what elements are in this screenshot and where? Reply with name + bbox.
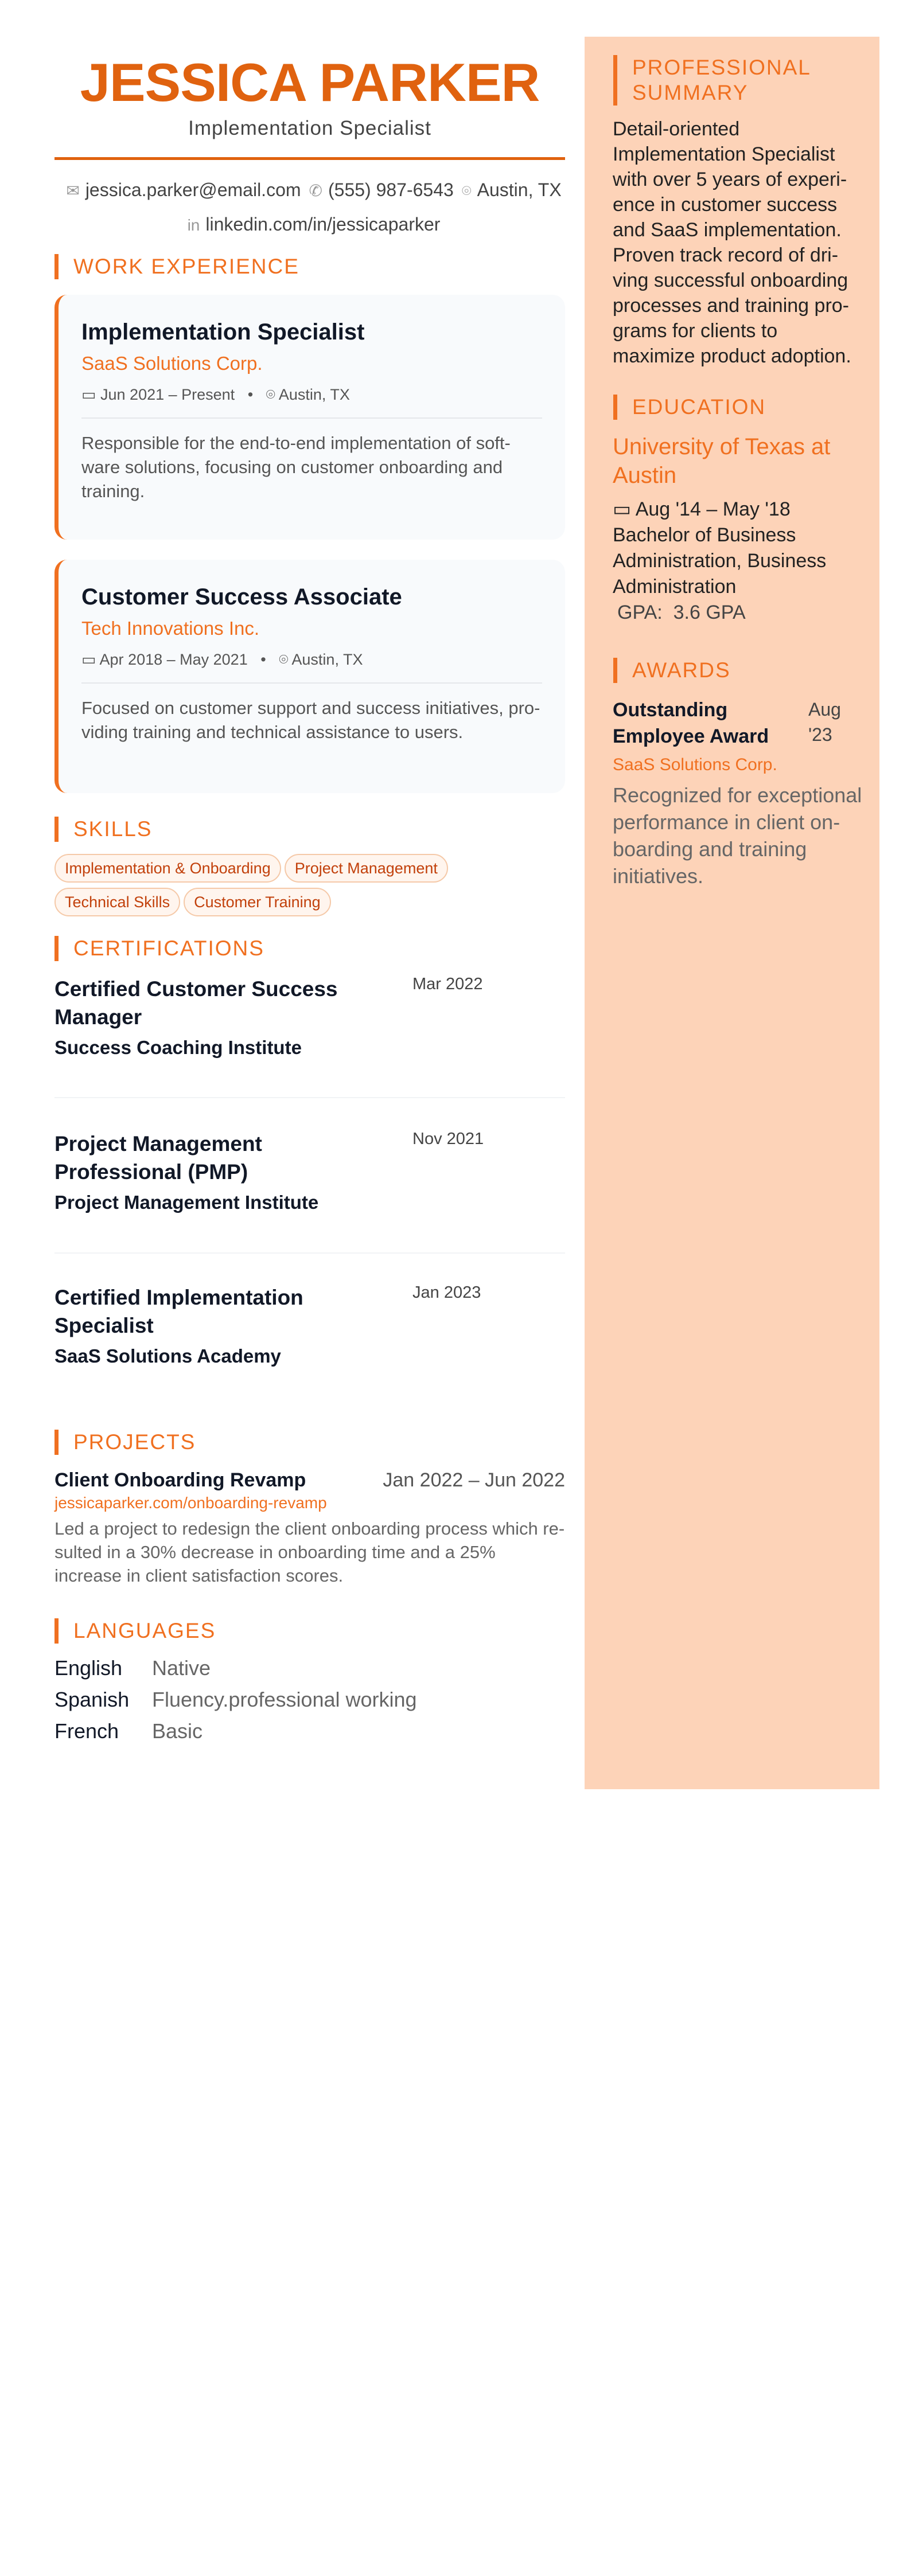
mail-icon: ✉ [66,182,80,200]
gpa-label: GPA: [617,602,663,623]
work-location: Austin, TX [291,651,363,668]
skill-chip: Implementation & Onboarding [54,854,281,883]
divider [54,1252,565,1254]
skill-chip: Technical Skills [54,888,180,916]
work-description: Focused on customer support and success initiatives, pro-viding training and technical assistance to users. [81,698,540,742]
cert-title: Certified Customer Success Manager [54,977,338,1029]
contact-info [54,173,565,242]
award-org: SaaS Solutions Corp. [613,755,777,774]
certification-item [54,1130,565,1213]
award-description: Recognized for exceptional performance in client on-boarding and training initiatives. [613,783,862,888]
certification-item [54,975,565,1059]
candidate-name: JESSICA PARKER [80,52,540,112]
language-level: Basic [152,1719,203,1743]
work-item [54,295,565,540]
section-heading-work: WORK EXPERIENCE [54,254,299,279]
cert-date: Mar 2022 [412,975,483,993]
work-title: Customer Success Associate [81,584,402,610]
section-heading-awards: AWARDS [613,658,866,683]
cert-date: Jan 2023 [412,1283,481,1302]
section-heading-certifications: CERTIFICATIONS [54,936,264,961]
project-item [54,1469,565,1587]
cert-issuer: Project Management Institute [54,1192,319,1213]
header-divider [54,157,565,160]
skill-chip: Customer Training [184,888,331,916]
cert-title: Certified Implementation Specialist [54,1286,303,1337]
location-icon: ⌾ [279,651,292,668]
section-heading-skills: SKILLS [54,817,152,842]
project-description: Led a project to redesign the client onboarding process which re-sulted in a 30% decrease in onboarding time and a 25% increase in client satisfaction scores. [54,1519,565,1586]
language-row [54,1719,565,1751]
language-name: Spanish [54,1688,130,1711]
section-heading-education: EDUCATION [613,395,866,420]
award-item [613,697,865,889]
education-details [613,497,865,626]
section-heading-projects: PROJECTS [54,1430,196,1455]
language-level: Fluency.professional working [152,1688,417,1711]
work-title: Implementation Specialist [81,319,365,345]
skill-chip: Project Management [285,854,448,883]
award-title: Outstanding Employee Award [613,699,769,747]
work-dates: Apr 2018 – May 2021 [99,651,248,668]
language-level: Native [152,1656,211,1680]
cert-title: Project Management Professional (PMP) [54,1132,262,1184]
language-name: French [54,1719,119,1743]
linkedin-icon: in [187,216,200,234]
degree: Bachelor of Business Administration, Business Administration [613,524,827,598]
job-title: Implementation Specialist [188,117,431,139]
certification-item [54,1283,565,1367]
work-dates: Jun 2021 – Present [100,386,235,403]
work-item [54,560,565,793]
work-location: Austin, TX [278,386,350,403]
section-heading-summary: PROFESSIONAL SUMMARY [613,55,866,106]
cert-issuer: Success Coaching Institute [54,1037,302,1058]
calendar-icon: ▭ [81,651,100,668]
summary-text: Detail-oriented Implementation Specialist with over 5 years of experi-ence in customer success and SaaS implementation. Proven track record of dri-ving successful onboarding processes and training pro-grams for clients to maximize product adoption. [613,118,851,367]
section-heading-languages: LANGUAGES [54,1618,216,1644]
language-row [54,1656,565,1688]
work-description: Responsible for the end-to-end implementation of soft-ware solutions, focusing on customer onboarding and training. [81,433,511,501]
linkedin-link[interactable]: linkedin.com/in/jessicaparker [205,214,441,235]
language-name: English [54,1656,123,1680]
education-dates: Aug '14 – May '18 [635,498,791,520]
location-icon: ⌾ [461,182,472,200]
location: Austin, TX [477,179,562,200]
award-date: Aug '23 [808,699,841,745]
project-dates: Jan 2022 – Jun 2022 [383,1469,565,1491]
work-company: Tech Innovations Inc. [81,618,260,639]
location-icon: ⌾ [266,386,279,403]
divider [54,1097,565,1098]
email[interactable]: jessica.parker@email.com [85,179,301,200]
skills-list [54,854,571,922]
work-meta: ▭ Apr 2018 – May 2021 • ⌾ Austin, TX [81,649,542,684]
cert-date: Nov 2021 [412,1130,484,1148]
project-title: Client Onboarding Revamp [54,1469,306,1491]
calendar-icon: ▭ [613,498,636,520]
project-link[interactable]: jessicaparker.com/onboarding-revamp [54,1494,327,1512]
phone-icon: ✆ [309,182,322,200]
school-name: University of Texas at Austin [613,434,831,488]
work-meta: ▭ Jun 2021 – Present • ⌾ Austin, TX [81,384,542,419]
gpa-value: 3.6 GPA [673,602,746,623]
cert-issuer: SaaS Solutions Academy [54,1345,281,1367]
calendar-icon: ▭ [81,386,101,403]
work-company: SaaS Solutions Corp. [81,353,263,374]
phone[interactable]: (555) 987-6543 [328,179,454,200]
language-row [54,1688,565,1719]
languages-list [54,1656,565,1751]
